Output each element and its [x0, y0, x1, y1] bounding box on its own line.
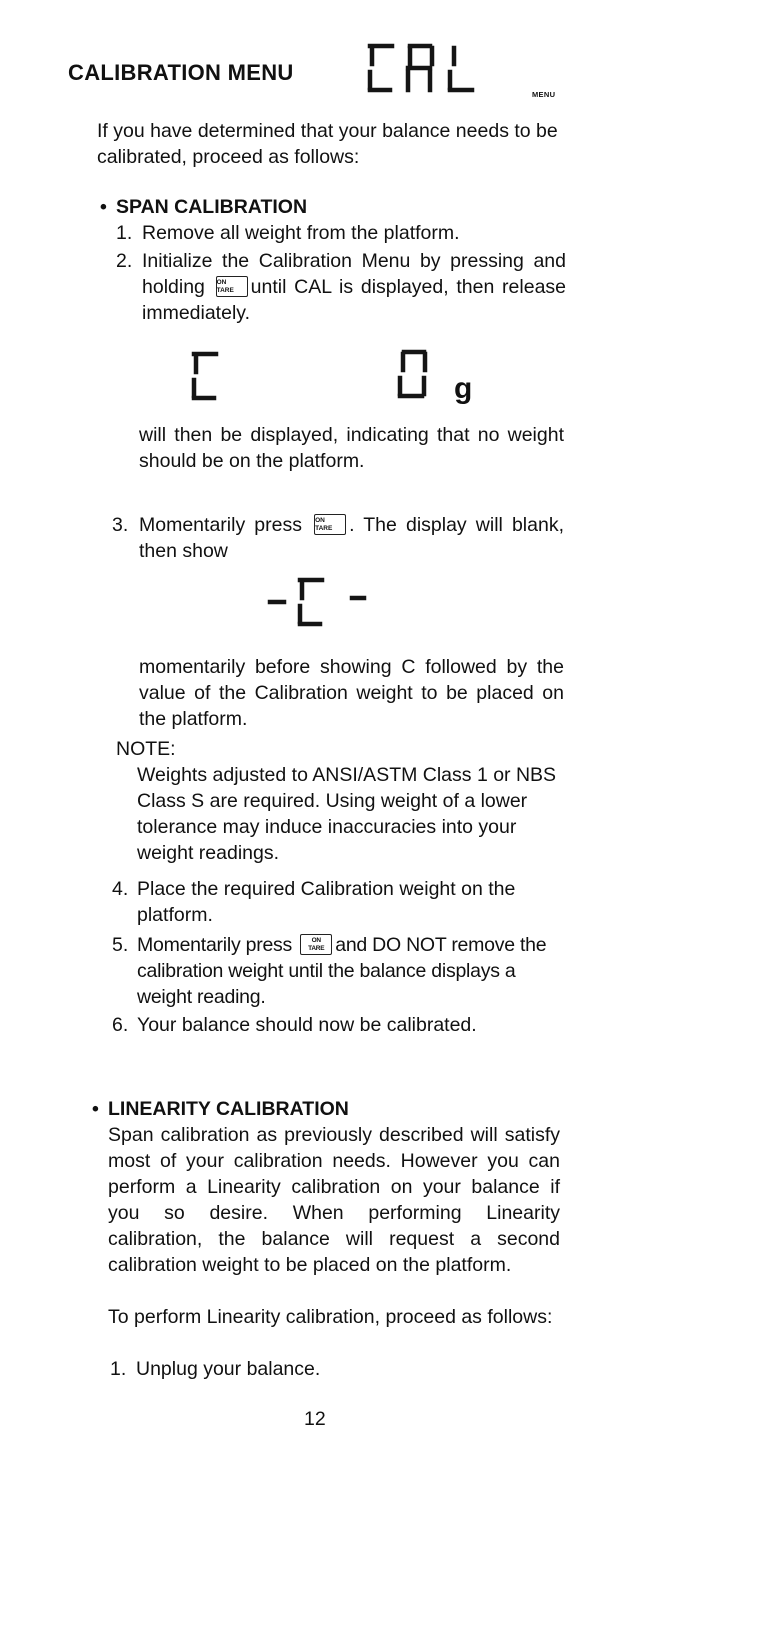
span-step-2-text-b: until CAL is displayed, then release immediately. [142, 276, 567, 324]
c-display-readout [190, 350, 220, 404]
page-title: CALIBRATION MENU [68, 60, 294, 85]
linearity-paragraph-1: Span calibration as previously described will satisfy most of your calibration needs. However you can perform a Linearity calibration on your balance if you so desire. When performing Linearity calibration, the balance will request a second calibration weight to be placed on the platform. [108, 1124, 560, 1276]
span-step-1: Remove all weight from the platform. [142, 222, 460, 244]
span-step-5-text-b: and DO NOT remove the calibration weight until the balance displays a weight reading. [137, 934, 547, 1008]
span-step-3-text-b: . The display will blank, then show [139, 514, 564, 562]
span-step-2-text-a: Initialize the Calibration Menu by pressing and holding [142, 250, 566, 298]
step-number: 2. [116, 250, 133, 272]
linearity-paragraph-2: To perform Linearity calibration, proceed as follows: [108, 1306, 553, 1328]
zero-display-readout [396, 348, 432, 402]
intro-paragraph: If you have determined that your balance needs to be calibrated, proceed as follows: [97, 120, 558, 168]
step-number: 6. [112, 1014, 129, 1036]
linearity-bullet: • [92, 1098, 99, 1120]
span-heading: SPAN CALIBRATION [116, 196, 308, 218]
page-number: 12 [304, 1408, 326, 1430]
dash-c-dash-display-readout [266, 576, 376, 630]
note-label: NOTE: [116, 738, 176, 760]
note-text: Weights adjusted to ANSI/ASTM Class 1 or NBS Class S are required. Using weight of a lower tolerance may induce inaccuracies into your weight readings. [137, 764, 557, 864]
step-number: 1. [110, 1358, 127, 1380]
span-step-3 [139, 512, 564, 564]
after-dash-explanation: momentarily before showing C followed by the value of the Calibration weight to be placed on the platform. [139, 656, 564, 730]
step-number: 1. [116, 222, 133, 244]
linearity-heading: LINEARITY CALIBRATION [108, 1098, 349, 1120]
on-tare-key-icon: ON TARE [300, 934, 332, 955]
span-step-6: Your balance should now be calibrated. [137, 1014, 477, 1036]
span-bullet: • [100, 196, 107, 218]
span-step-4: Place the required Calibration weight on the platform. [137, 878, 516, 926]
on-tare-key-icon: ON TARE [314, 514, 346, 535]
step-number: 4. [112, 878, 129, 900]
step-number: 3. [112, 514, 129, 536]
display-explanation: will then be displayed, indicating that no weight should be on the platform. [139, 424, 564, 472]
menu-tag: MENU [532, 90, 556, 99]
on-tare-key-icon: ON TARE [216, 276, 248, 297]
cal-display-readout [368, 42, 478, 98]
linearity-step-1: Unplug your balance. [136, 1358, 321, 1380]
span-step-2 [142, 248, 566, 326]
span-step-3-text-a: Momentarily press [139, 514, 302, 536]
span-step-5-text-a: Momentarily press [137, 934, 293, 956]
span-step-5 [137, 932, 569, 1010]
step-number: 5. [112, 934, 129, 956]
gram-unit: g [454, 372, 473, 405]
